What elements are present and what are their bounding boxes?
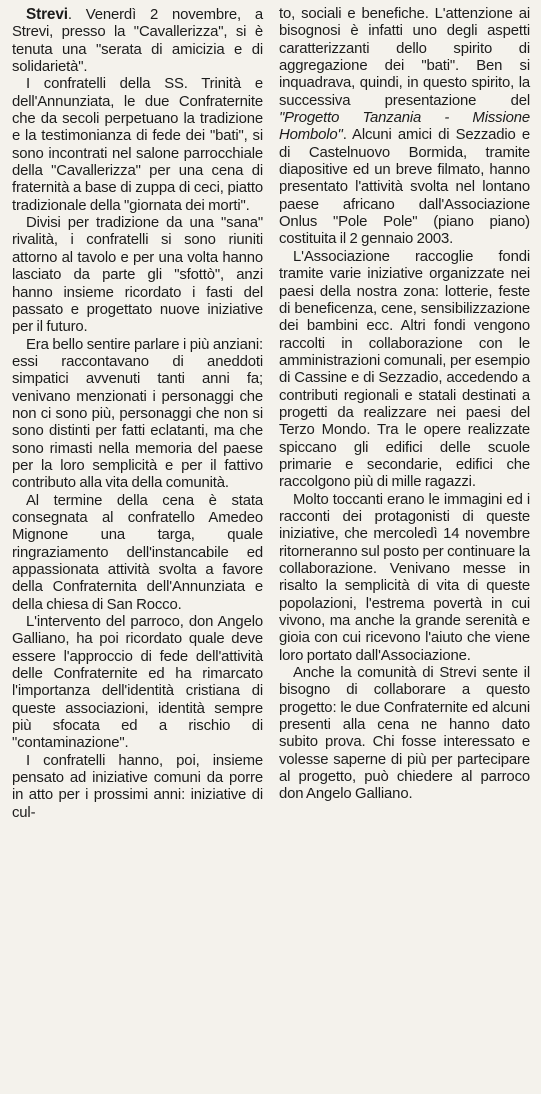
paragraph: L'Associazione raccoglie fondi tramite varie iniziative organizzate nei paesi della nostra zona: lotterie, feste di beneficenza, cene, sensibilizzazione dei bambini ecc. Altri fondi vengono raccolti in collaborazione con le amministrazioni comunali, per esempio di Cassine e di Sezzadio, accedendo a contributi regionali e statali destinati a progetti da realizzare nei paesi del Terzo Mondo. Tra le opere realizzate spiccano gli edifici delle scuole primarie e secondarie, edifici che raccolgono più di mille ragazzi. [279,248,530,491]
paragraph-text: . Venerdì 2 novembre, a Strevi, presso la "Cavallerizza", si è tenuta una "serata di amicizia e di solidarietà". [12,7,263,76]
paragraph [12,6,263,76]
paragraph: Al termine della cena è stata consegnata al confratello Amedeo Mignone una targa, quale ringraziamento dell'instancabile ed appassionata attività svolta a favore della Confraternita dell'Annunziata e della chiesa di San Rocco. [12,492,263,613]
lead-word: Strevi [26,6,68,23]
article-column-left [12,6,263,1090]
paragraph: Divisi per tradizione da una "sana" rivalità, i confratelli si sono riuniti attorno al tavolo e per una volta hanno lasciato da parte gli "sfottò", anzi hanno insieme ricordato i fasti del passato e progettato nuove iniziative per il futuro. [12,215,263,336]
paragraph: Molto toccanti erano le immagini ed i racconti dei protagonisti di queste iniziative, che mercoledì 14 novembre ritorneranno sul posto per continuare la collaborazione. Venivano messe in risalto la semplicità di vita di queste popolazioni, l'estrema povertà in cui vivono, ma anche la grande serenità e gioia con cui ricevono l'aiuto che viene loro portato dall'Associazione. [279,491,530,664]
project-title: "Progetto Tanzania - Missione Hombolo" [279,110,530,144]
article-column-right [279,6,530,1090]
paragraph: Anche la comunità di Strevi sente il bisogno di collaborare a questo progetto: le due Confraternite ed alcuni presenti alla cena ne hanno dato subito prova. Chi fosse interessato e volesse saperne di più per partecipare al progetto, può chiedere al parroco don Angelo Galliano. [279,665,530,803]
paragraph: I confratelli della SS. Trinità e dell'Annunziata, le due Confraternite che da secoli perpetuano la tradizione e la testimonianza di fede dei "bati", si sono incontrati nel salone parrocchiale della "Cavallerizza" per una cena di fraternità a base di zuppa di ceci, piatto tradizionale della "giornata dei morti". [12,76,263,214]
paragraph: Era bello sentire parlare i più anziani: essi raccontavano di aneddoti simpatici avvenuti tanti anni fa; venivano menzionati i personaggi che non ci sono più, personaggi che non si sono distinti per fatti eclatanti, ma che sono rimasti nella memoria del paese per la loro semplicità e per il fattivo contributo alla vita della comunità. [12,336,263,492]
paragraph-text: to, sociali e benefiche. L'attenzione ai bisognosi è infatti uno degli aspetti caratterizzanti dello spirito di aggregazione dei "bati". Ben si inquadrava, quindi, in questo spirito, la successiva presentazione del [279,6,530,109]
paragraph [279,6,530,249]
paragraph: I confratelli hanno, poi, insieme pensato ad iniziative comuni da porre in atto per i prossimi anni: iniziative di cul- [12,752,263,821]
paragraph-text: . Alcuni amici di Sezzadio e di Castelnuovo Bormida, tramite diapositive ed un breve filmato, hanno presentato l'attività svolta nel lontano paese africano dall'Associazione Onlus "Pole Pole" (piano piano) costituita il 2 gennaio 2003. [279,127,530,248]
paragraph: L'intervento del parroco, don Angelo Galliano, ha poi ricordato quale deve essere l'approccio di fede dell'attività delle Confraternite ed ha rimarcato l'importanza dell'identità cristiana di queste associazioni, identità sempre più sfocata ed a rischio di "contaminazione". [12,614,263,752]
